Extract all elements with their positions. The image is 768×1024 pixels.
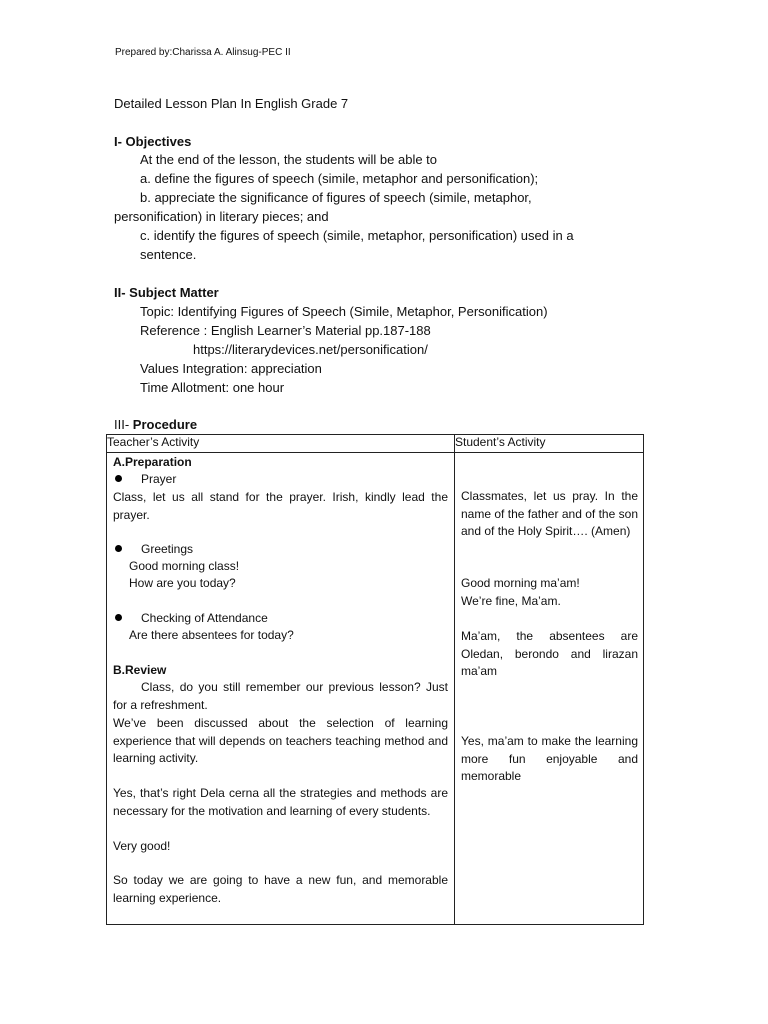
student-absentees: Ma’am, the absentees are Oledan, berondo and lirazan ma’am — [461, 629, 638, 678]
closing-text: So today we are going to have a new fun, and memorable learning experience. — [113, 873, 448, 905]
procedure-heading-bold: Procedure — [132, 417, 198, 432]
prayer-text: Class, let us all stand for the prayer. Irish, kindly lead the prayer. — [113, 490, 448, 522]
time-allotment: Time Allotment: one hour — [140, 380, 285, 395]
prayer-item — [115, 471, 176, 488]
lesson-title: Detailed Lesson Plan In English Grade 7 — [114, 96, 349, 111]
greetings-item — [115, 541, 193, 558]
attendance-label: Checking of Attendance — [141, 611, 268, 625]
reference-url: https://literarydevices.net/personification/ — [193, 342, 428, 357]
procedure-heading-prefix: III- — [114, 417, 133, 432]
prepared-by: Prepared by:Charissa A. Alinsug-PEC II — [115, 47, 291, 58]
review-heading: B.Review — [113, 663, 167, 677]
topic: Topic: Identifying Figures of Speech (Simile, Metaphor, Personification) — [140, 304, 548, 319]
subject-matter-heading: II- Subject Matter — [114, 285, 219, 300]
review-paragraph-3: Yes, that’s right Dela cerna all the strategies and methods are necessary for the motivation and learning of every students. — [113, 786, 448, 818]
objectives-heading: I- Objectives — [114, 134, 192, 149]
teacher-activity-header: Teacher’s Activity — [107, 435, 455, 453]
bullet-icon — [115, 545, 122, 552]
preparation-heading: A.Preparation — [113, 455, 192, 469]
student-review-answer: Yes, ma’am to make the learning more fun enjoyable and memorable — [461, 734, 638, 783]
student-greeting-1: Good morning ma’am! — [461, 576, 580, 590]
objective-b-line2: personification) in literary pieces; and — [114, 209, 329, 224]
greetings-label: Greetings — [141, 542, 194, 556]
bullet-icon — [115, 475, 122, 482]
procedure-table — [106, 434, 644, 925]
values-integration: Values Integration: appreciation — [140, 361, 322, 376]
teacher-greeting-1: Good morning class! — [129, 559, 240, 573]
attendance-item — [115, 610, 268, 627]
table-header-row — [107, 435, 644, 453]
very-good: Very good! — [113, 839, 171, 853]
review-question: Class, do you still remember our previous lesson? Just for a refreshment. — [113, 680, 448, 712]
bullet-icon — [115, 614, 122, 621]
objective-a: a. define the figures of speech (simile, metaphor and personification); — [140, 171, 539, 186]
student-prayer: Classmates, let us pray. In the name of the father and of the son and of the Holy Spirit…. (Amen) — [461, 489, 638, 538]
objective-c-line2: sentence. — [140, 247, 197, 262]
student-activity-cell — [455, 453, 644, 925]
attendance-question: Are there absentees for today? — [129, 628, 294, 642]
student-activity-header: Student’s Activity — [455, 435, 644, 453]
teacher-greeting-2: How are you today? — [129, 576, 236, 590]
prayer-label: Prayer — [141, 472, 177, 486]
objectives-intro: At the end of the lesson, the students will be able to — [140, 152, 438, 167]
review-paragraph-2: We’ve been discussed about the selection of learning experience that will depends on teachers teaching method and learning activity. — [113, 716, 448, 765]
procedure-heading — [114, 415, 197, 434]
table-body-row — [107, 453, 644, 925]
objective-c-line1: c. identify the figures of speech (simile, metaphor, personification) used in a — [140, 228, 574, 243]
student-greeting-2: We’re fine, Ma’am. — [461, 594, 561, 608]
objective-b-line1: b. appreciate the significance of figures of speech (simile, metaphor, — [140, 190, 532, 205]
reference: Reference : English Learner’s Material pp.187-188 — [140, 323, 431, 338]
teacher-activity-cell — [107, 453, 455, 925]
